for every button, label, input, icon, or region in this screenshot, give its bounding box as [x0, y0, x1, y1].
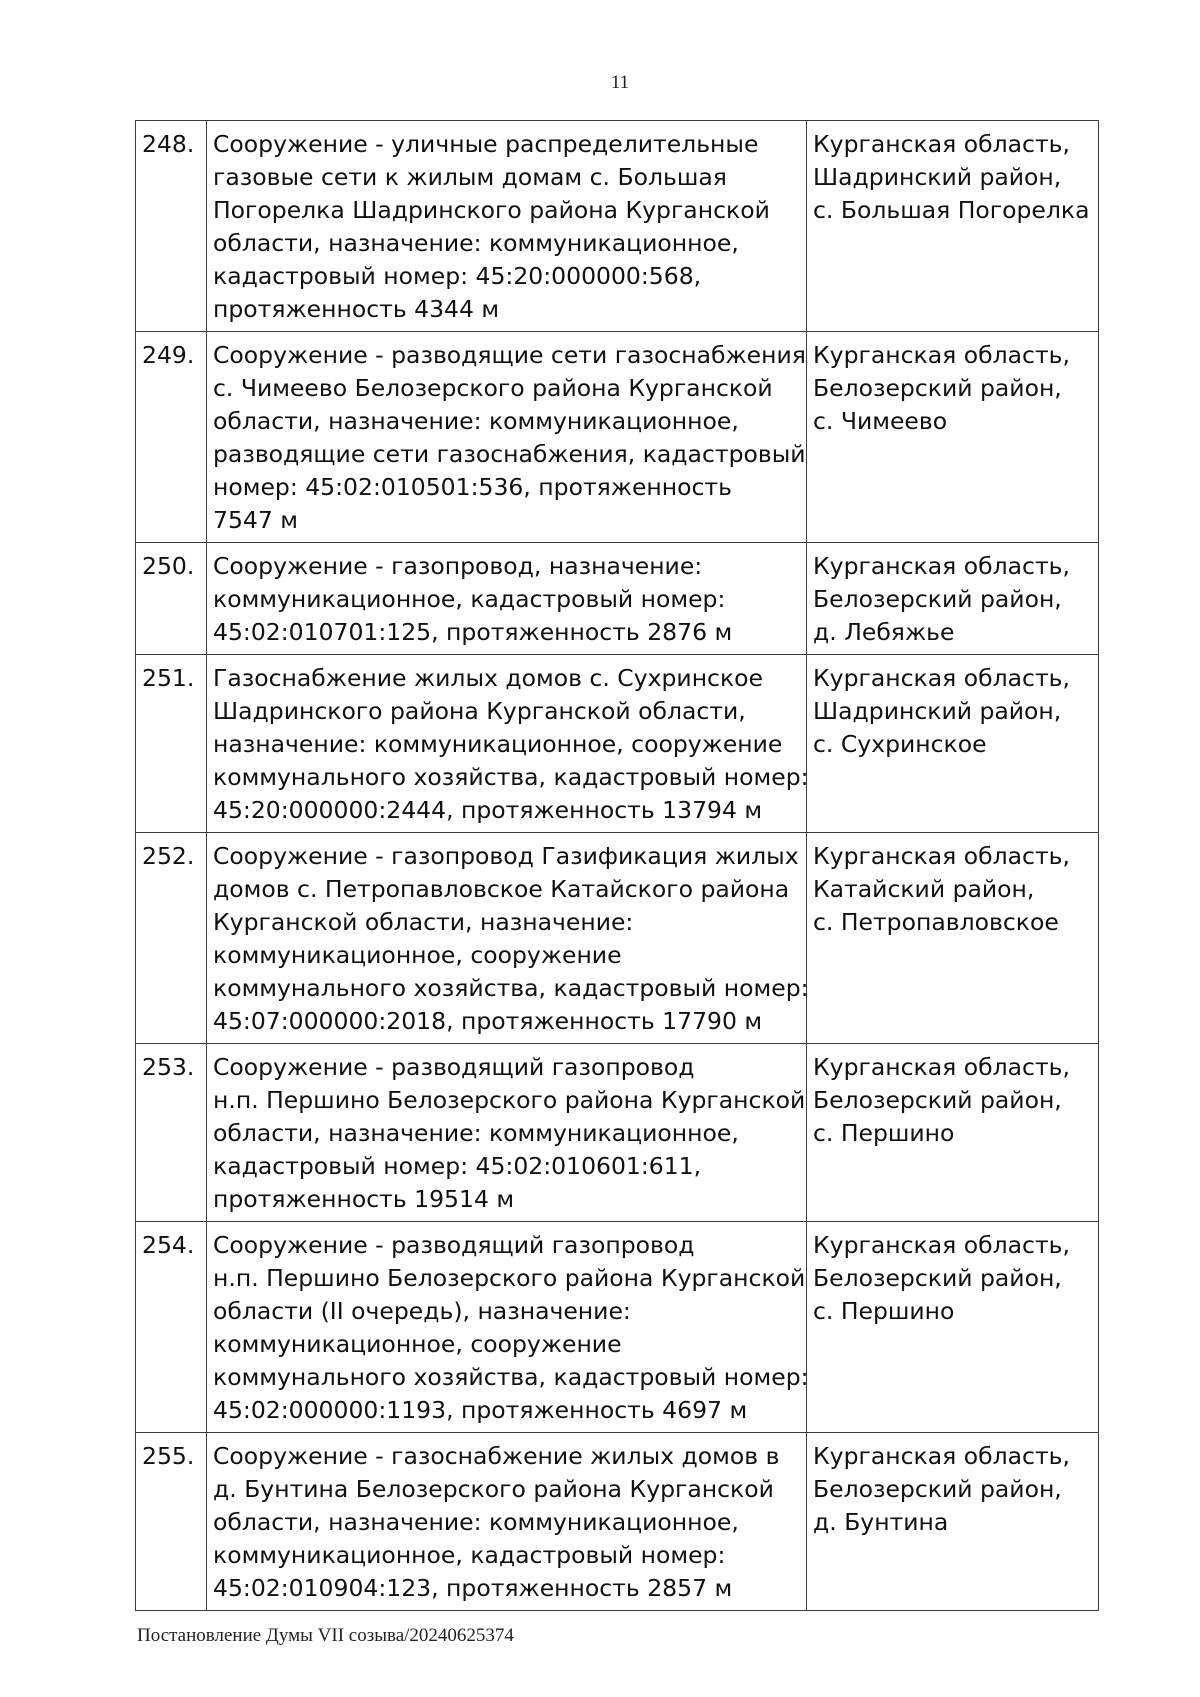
address-line: с. Большая Погорелка — [813, 196, 1090, 224]
description-line: Курганской области, назначение: — [213, 908, 634, 936]
address-line: с. Першино — [813, 1119, 955, 1147]
description-line: области, назначение: коммуникационное, — [213, 229, 739, 257]
address-line: Курганская область, — [813, 130, 1070, 158]
row-number-cell: 252. — [136, 833, 207, 1044]
address-line: д. Бунтина — [813, 1508, 949, 1536]
table-row — [136, 121, 1099, 332]
description-line: 45:02:010701:125, протяженность 2876 м — [213, 618, 733, 646]
address-line: с. Першино — [813, 1297, 955, 1325]
document-footer: Постановление Думы VII созыва/20240625374 — [137, 1625, 514, 1646]
object-description-cell — [207, 1222, 807, 1433]
address-line: Белозерский район, — [813, 1086, 1062, 1114]
description-line: 7547 м — [213, 506, 299, 534]
object-description-cell — [207, 543, 807, 655]
address-cell — [807, 543, 1099, 655]
description-line: с. Чимеево Белозерского района Курганской — [213, 374, 773, 402]
object-description-cell — [207, 655, 807, 833]
address-line: Катайский район, — [813, 875, 1035, 903]
description-line: коммуникационное, кадастровый номер: — [213, 585, 726, 613]
description-line: Сооружение - разводящий газопровод — [213, 1053, 695, 1081]
description-line: номер: 45:02:010501:536, протяженность — [213, 473, 732, 501]
address-cell — [807, 655, 1099, 833]
description-line: протяженность 19514 м — [213, 1185, 515, 1213]
description-line: 45:07:000000:2018, протяженность 17790 м — [213, 1007, 763, 1035]
address-line: д. Лебяжье — [813, 618, 955, 646]
object-description-cell — [207, 1044, 807, 1222]
address-line: Белозерский район, — [813, 1475, 1062, 1503]
address-cell — [807, 1044, 1099, 1222]
address-line: Курганская область, — [813, 1053, 1070, 1081]
description-line: газовые сети к жилым домам с. Большая — [213, 163, 727, 191]
description-line: коммунального хозяйства, кадастровый номер: — [213, 1363, 809, 1391]
description-line: 45:20:000000:2444, протяженность 13794 м — [213, 796, 763, 824]
description-line: домов с. Петропавловское Катайского района — [213, 875, 790, 903]
row-number-cell: 249. — [136, 332, 207, 543]
address-cell — [807, 1222, 1099, 1433]
object-description-cell — [207, 121, 807, 332]
address-line: Шадринский район, — [813, 697, 1062, 725]
address-line: Курганская область, — [813, 842, 1070, 870]
row-number-cell: 255. — [136, 1433, 207, 1611]
description-line: области, назначение: коммуникационное, — [213, 1119, 739, 1147]
page-number: 11 — [610, 72, 630, 93]
description-line: кадастровый номер: 45:02:010601:611, — [213, 1152, 702, 1180]
object-description-cell — [207, 1433, 807, 1611]
description-line: области, назначение: коммуникационное, — [213, 407, 739, 435]
description-line: разводящие сети газоснабжения, кадастровый — [213, 440, 806, 468]
address-line: с. Петропавловское — [813, 908, 1059, 936]
description-line: 45:02:000000:1193, протяженность 4697 м — [213, 1396, 748, 1424]
row-number-cell: 254. — [136, 1222, 207, 1433]
table-row — [136, 543, 1099, 655]
row-number-cell: 253. — [136, 1044, 207, 1222]
address-line: Курганская область, — [813, 1231, 1070, 1259]
registry-table-body — [136, 121, 1099, 1611]
address-cell — [807, 121, 1099, 332]
address-line: Шадринский район, — [813, 163, 1062, 191]
row-number-cell: 251. — [136, 655, 207, 833]
description-line: коммуникационное, сооружение — [213, 941, 622, 969]
description-line: Сооружение - газоснабжение жилых домов в — [213, 1442, 780, 1470]
description-line: коммуникационное, сооружение — [213, 1330, 622, 1358]
address-line: Курганская область, — [813, 1442, 1070, 1470]
table-row — [136, 1044, 1099, 1222]
address-line: Курганская область, — [813, 341, 1070, 369]
description-line: н.п. Першино Белозерского района Курганской — [213, 1264, 806, 1292]
description-line: Шадринского района Курганской области, — [213, 697, 746, 725]
description-line: кадастровый номер: 45:20:000000:568, — [213, 262, 702, 290]
description-line: области, назначение: коммуникационное, — [213, 1508, 739, 1536]
address-cell — [807, 1433, 1099, 1611]
description-line: н.п. Першино Белозерского района Курганской — [213, 1086, 806, 1114]
object-description-cell — [207, 332, 807, 543]
description-line: Сооружение - разводящий газопровод — [213, 1231, 695, 1259]
description-line: Сооружение - газопровод Газификация жилых — [213, 842, 799, 870]
description-line: коммуникационное, кадастровый номер: — [213, 1541, 726, 1569]
address-cell — [807, 332, 1099, 543]
address-line: Белозерский район, — [813, 585, 1062, 613]
description-line: Газоснабжение жилых домов с. Сухринское — [213, 664, 764, 692]
address-line: Курганская область, — [813, 552, 1070, 580]
description-line: области (II очередь), назначение: — [213, 1297, 631, 1325]
description-line: коммунального хозяйства, кадастровый номер: — [213, 763, 809, 791]
address-line: Белозерский район, — [813, 374, 1062, 402]
table-row — [136, 655, 1099, 833]
description-line: Сооружение - газопровод, назначение: — [213, 552, 703, 580]
address-line: с. Сухринское — [813, 730, 987, 758]
table-row — [136, 833, 1099, 1044]
description-line: Сооружение - разводящие сети газоснабжения — [213, 341, 806, 369]
object-description-cell — [207, 833, 807, 1044]
address-cell — [807, 833, 1099, 1044]
row-number-cell: 250. — [136, 543, 207, 655]
address-line: Белозерский район, — [813, 1264, 1062, 1292]
row-number-cell: 248. — [136, 121, 207, 332]
table-row — [136, 332, 1099, 543]
registry-table — [135, 120, 1099, 1611]
description-line: протяженность 4344 м — [213, 295, 500, 323]
description-line: Погорелка Шадринского района Курганской — [213, 196, 770, 224]
description-line: Сооружение - уличные распределительные — [213, 130, 759, 158]
description-line: д. Бунтина Белозерского района Курганской — [213, 1475, 774, 1503]
description-line: коммунального хозяйства, кадастровый номер: — [213, 974, 809, 1002]
address-line: Курганская область, — [813, 664, 1070, 692]
description-line: 45:02:010904:123, протяженность 2857 м — [213, 1574, 733, 1602]
table-row — [136, 1222, 1099, 1433]
address-line: с. Чимеево — [813, 407, 948, 435]
description-line: назначение: коммуникационное, сооружение — [213, 730, 783, 758]
table-row — [136, 1433, 1099, 1611]
